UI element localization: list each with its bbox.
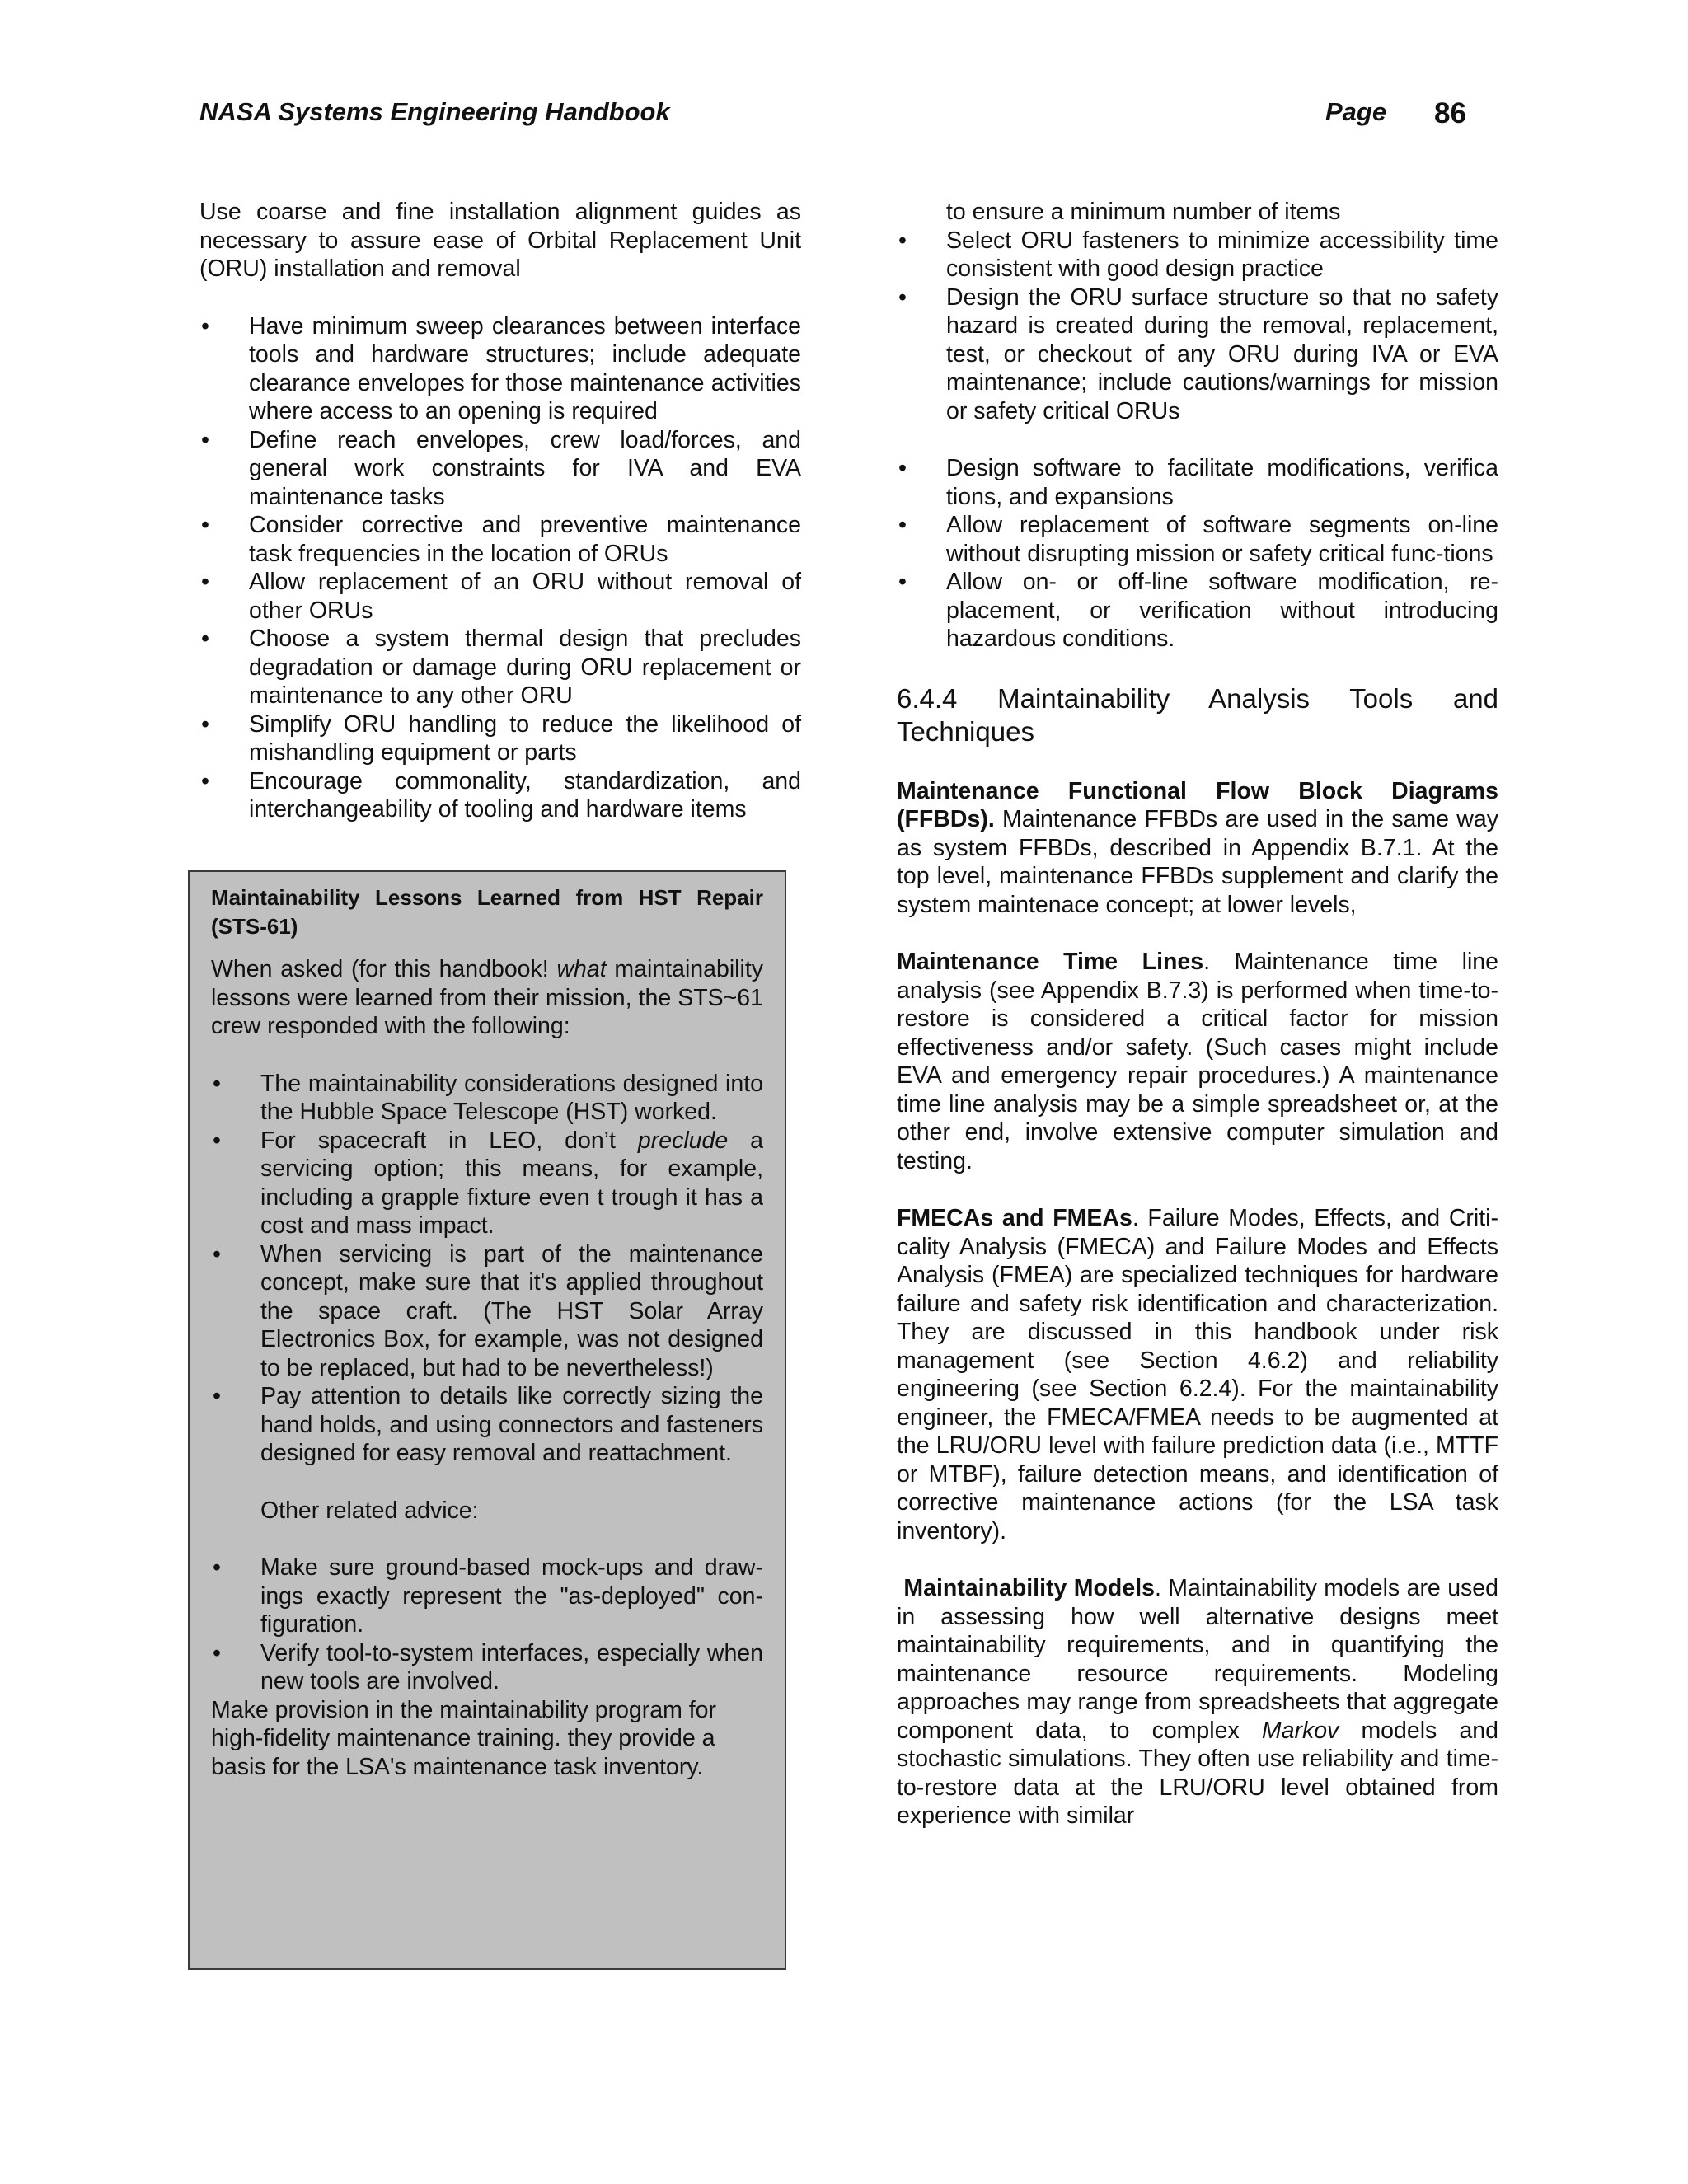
oru-design-list [897,227,1498,426]
section-heading: 6.4.4 Maintainability Analysis Tools and Techniques [897,682,1498,747]
list-item: • Simplify ORU handling to reduce the likelihood of mishandling equipment or parts [199,710,801,767]
list-item: • Consider corrective and preventive maintenance task frequencies in the location of ORUs [199,511,801,568]
box-closing: Make provision in the maintainability program for high-fidelity maintenance training. they provide a basis for the LSA's maintenance task inventory. [211,1696,717,1780]
list-item: • Allow replacement of software segments on-line without disrupting mission or safety critical func-tions [897,511,1498,568]
list-item: • Pay attention to details like correctly sizing the hand holds, and using connectors and fasteners designed for easy removal and reattachment. [211,1382,763,1468]
intro-paragraph: Use coarse and fine installation alignment guides as necessary to assure ease of Orbital Replacement Unit (ORU) installation and removal [199,199,801,282]
advice-list [211,1554,763,1696]
box-title: Maintainability Lessons Learned from HST Repair (STS-61) [211,885,763,939]
list-item: • Make sure ground-based mock-ups and draw-ings exactly represent the "as-deployed" con-figuration. [211,1554,763,1639]
timeline-paragraph: Maintenance Time Lines. Maintenance time line analysis (see Appendix B.7.3) is performed when time-to-restore is considered a critical factor for mission effectiveness and/or safety. (Such cases might include EVA and emergency repair procedures.) A maintenance time line analysis may be a simple spreadsheet or, at the other end, involve extensive computer simulation and testing. [897,949,1499,1174]
list-item: • For spacecraft in LEO, don’t preclude a servicing option; this means, for example, including a grapple fixture even t trough it has a cost and mass impact. [211,1127,763,1240]
page-number: 86 [1434,97,1466,129]
list-item: • The maintainability considerations designed into the Hubble Space Telescope (HST) worked. [211,1070,763,1127]
list-continuation: to ensure a minimum number of items [946,199,1341,225]
models-paragraph: Maintainability Models. Maintainability models are used in assessing how well alternative designs meet maintainability requirements, and in quantifying the maintenance resource requirements. Modeling approaches may range from spreadsheets that aggregate component data, to complex Markov models and stochastic simulations. They often use reliability and time-to-restore data at the LRU/ORU level obtained from experience with similar [897,1575,1499,1829]
list-item: • When servicing is part of the maintenance concept, make sure that it's applied throughout the space craft. (The HST Solar Array Electronics Box, for example, was not designed to be replaced, but had to be nevertheless!) [211,1240,763,1383]
software-list [897,454,1498,654]
list-item: • Verify tool-to-system interfaces, especially when new tools are involved. [211,1639,763,1696]
handbook-title: NASA Systems Engineering Handbook [199,97,670,126]
other-advice-label: Other related advice: [260,1497,479,1524]
list-item: • Have minimum sweep clearances between interface tools and hardware structures; include adequate clearance envelopes for those maintenance activities where access to an opening is required [199,312,801,426]
list-item: • Design software to facilitate modifications, verifica tions, and expansions [897,454,1498,511]
ffbd-paragraph: Maintenance Functional Flow Block Diagrams (FFBDs). Maintenance FFBDs are used in the same way as system FFBDs, described in Appendix B.7.1. At the top level, maintenance FFBDs supplement and clarify the system maintenace concept; at lower levels, [897,777,1498,918]
fmeca-paragraph: FMECAs and FMEAs. Failure Modes, Effects, and Criti-cality Analysis (FMECA) and Failure Modes and Effects Analysis (FMEA) are specialized techniques for hardware failure and safety risk identification and characterization. They are discussed in this handbook under risk management (see Section 4.6.2) and reliability engineering (see Section 6.2.4). For the maintainability engineer, the FMECA/FMEA needs to be augmented at the LRU/ORU level with failure prediction data (i.e., MTTF or MTBF), failure detection means, and identification of corrective maintenance actions (for the LSA task inventory). [897,1205,1498,1544]
list-item: • Choose a system thermal design that precludes degradation or damage during ORU replacement or maintenance to any other ORU [199,625,801,710]
left-column [199,198,801,824]
lessons-list [211,1070,763,1468]
list-item: • Allow on- or off-line software modification, re-placement, or verification without introducing hazardous conditions. [897,568,1498,654]
page-label: Page [1325,97,1387,126]
right-column [897,198,1498,1830]
list-item: • Design the ORU surface structure so that no safety hazard is created during the removal, replacement, test, or checkout of any ORU during IVA or EVA maintenance; include cautions/warnings for mission or safety critical ORUs [897,284,1498,426]
list-item: • Encourage commonality, standardization, and interchangeability of tooling and hardware items [199,767,801,824]
list-item: • Allow replacement of an ORU without removal of other ORUs [199,568,801,625]
list-item: • Select ORU fasteners to minimize accessibility time consistent with good design practice [897,227,1498,284]
box-intro: When asked (for this handbook! what maintainability lessons were learned from their mission, the STS~61 crew responded with the following: [211,956,763,1039]
list-item: • Define reach envelopes, crew load/forces, and general work constraints for IVA and EVA maintenance tasks [199,426,801,512]
oru-guidelines-list [199,312,801,824]
lessons-learned-box [188,870,786,1970]
